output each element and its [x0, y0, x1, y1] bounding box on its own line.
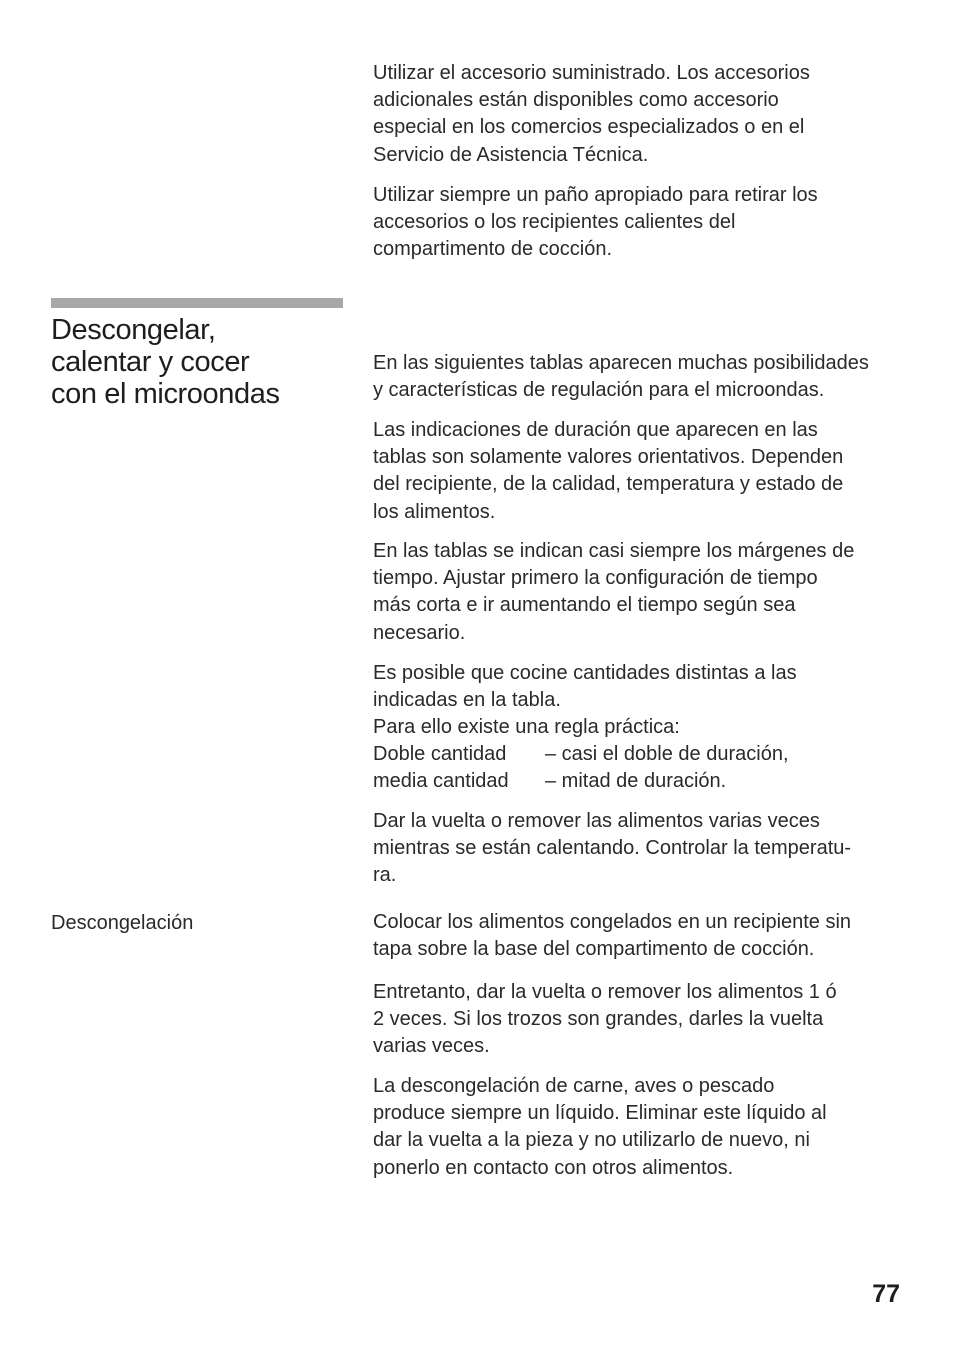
defrost-paragraph-2: Entretanto, dar la vuelta o remover los alimentos 1 ó 2 veces. Si los trozos son grandes, darles la vuelta varias veces. [373, 981, 837, 1058]
defrost-paragraph-1: Colocar los alimentos congelados en un recipiente sin tapa sobre la base del compartimento de cocción. [373, 911, 852, 961]
section-paragraph-3: En las tablas se indican casi siempre los márgenes de tiempo. Ajustar primero la configuración de tiempo más corta e ir aumentando el tiempo según sea necesario. [373, 540, 855, 644]
defrost-title: Descongelación [51, 912, 194, 934]
section-paragraph-1: En las siguientes tablas aparecen muchas posibilidades y características de regulación para el microondas. [373, 352, 869, 402]
intro-paragraph-2: Utilizar siempre un paño apropiado para retirar los accesorios o los recipientes calientes del compartimento de cocción. [373, 184, 818, 261]
rule-row [373, 741, 921, 768]
page-number: 77 [872, 1280, 900, 1308]
rule-row-value: – casi el doble de duración, [545, 743, 789, 765]
rule-row-value: – mitad de duración. [545, 770, 727, 793]
section-paragraph-2: Las indicaciones de duración que aparecen en las tablas son solamente valores orientativos. Dependen del recipiente, de la calidad, temperatura y estado de los alimentos. [373, 419, 844, 523]
rule-row [373, 768, 921, 795]
rule-row-label: media cantidad [373, 770, 509, 793]
section-title: Descongelar, calentar y cocer con el microondas [51, 314, 280, 410]
section-paragraph-4: Es posible que cocine cantidades distintas a las indicadas en la tabla. Para ello existe una regla práctica: [373, 662, 797, 739]
section-rule [51, 298, 343, 308]
rule-row-label: Doble cantidad [373, 743, 507, 765]
section-paragraph-5: Dar la vuelta o remover las alimentos varias veces mientras se están calentando. Controlar la temperatu- ra. [373, 810, 852, 887]
rule-of-thumb-table [373, 741, 921, 795]
defrost-paragraph-3: La descongelación de carne, aves o pescado produce siempre un líquido. Eliminar este líquido al dar la vuelta a la pieza y no utilizarlo de nuevo, ni ponerlo en contacto con otros alimentos. [373, 1075, 827, 1179]
intro-paragraph-1: Utilizar el accesorio suministrado. Los accesorios adicionales están disponibles como accesorio especial en los comercios especializados o en el Servicio de Asistencia Técnica. [373, 62, 810, 166]
